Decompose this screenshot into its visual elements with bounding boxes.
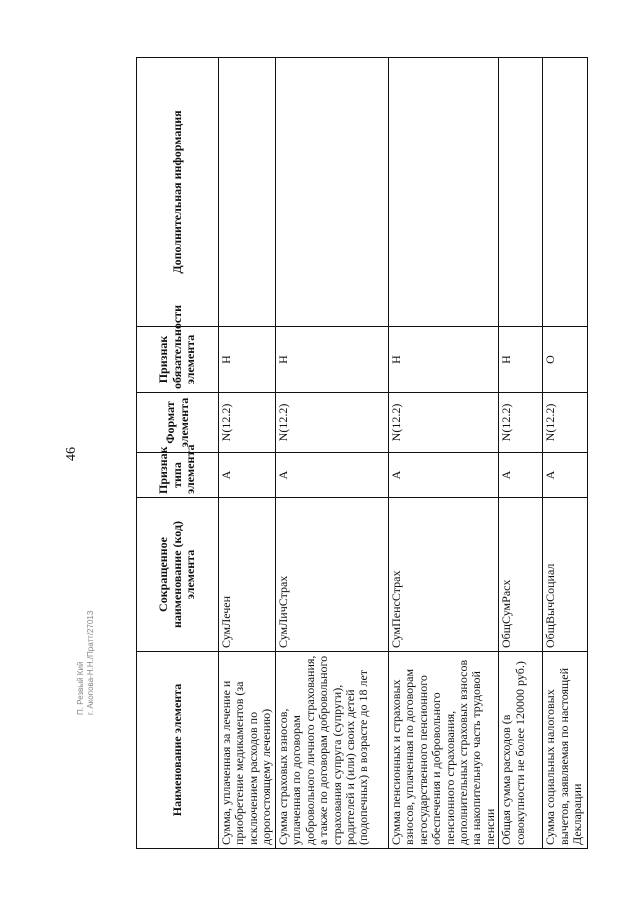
cell-short-name: ОбщСумРасх — [499, 498, 543, 652]
header-element-format: Формат элемента — [137, 393, 219, 453]
cell-element-type: А — [543, 453, 588, 498]
cell-element-type: А — [275, 453, 388, 498]
header-required-flag: Признак обязательности элемента — [137, 327, 219, 393]
cell-additional-info — [543, 58, 588, 327]
cell-element-format: N(12.2) — [275, 393, 388, 453]
table-row — [275, 58, 388, 849]
header-element-name: Наименование элемента — [137, 652, 219, 849]
cell-element-name: Сумма социальных налоговых вычетов, заявляемая по настоящей Декларации — [543, 652, 588, 849]
footer-line-1: П. Резвый Кий — [76, 661, 85, 715]
cell-element-type: А — [388, 453, 499, 498]
cell-additional-info — [388, 58, 499, 327]
table-row — [219, 58, 276, 849]
cell-short-name: ОбщВычСоциал — [543, 498, 588, 652]
table-row — [499, 58, 543, 849]
footer-line-2: г. Акопова-Н.Н./Пратт/27013 — [86, 610, 95, 715]
header-element-type: Признак типа элемента — [137, 453, 219, 498]
cell-required-flag: Н — [388, 327, 499, 393]
cell-element-name: Сумма страховых взносов, уплаченная по договорам добровольного личного страхования, а также по договорам добровольного страхования супруга (супруги), родителей и (или) своих детей (подопечных) в возрасте до 18 лет — [275, 652, 388, 849]
page-number: 46 — [64, 447, 79, 461]
cell-short-name: СумЛечен — [219, 498, 276, 652]
table-row — [543, 58, 588, 849]
cell-additional-info — [219, 58, 276, 327]
cell-short-name: СумЛичСтрах — [275, 498, 388, 652]
cell-element-type: А — [499, 453, 543, 498]
cell-element-format: N(12.2) — [499, 393, 543, 453]
header-short-name: Сокращенное наименование (код) элемента — [137, 498, 219, 652]
cell-required-flag: Н — [275, 327, 388, 393]
cell-element-format: N(12.2) — [388, 393, 499, 453]
cell-element-format: N(12.2) — [219, 393, 276, 453]
cell-required-flag: Н — [499, 327, 543, 393]
cell-element-type: А — [219, 453, 276, 498]
footer-stamp — [76, 570, 96, 715]
cell-required-flag: О — [543, 327, 588, 393]
table-header-row — [137, 58, 219, 849]
elements-table — [136, 57, 588, 849]
table-container — [136, 58, 585, 849]
cell-element-name: Общая сумма расходов (в совокупности не более 120000 руб.) — [499, 652, 543, 849]
cell-element-format: N(12.2) — [543, 393, 588, 453]
cell-element-name: Сумма пенсионных и страховых взносов, уплаченная по договорам негосударственного пенсионного обеспечения и добровольного пенсионного страхования, дополнительных страховых взносов на накопительную часть трудовой пенсии — [388, 652, 499, 849]
cell-additional-info — [499, 58, 543, 327]
header-additional-info: Дополнительная информация — [137, 58, 219, 327]
cell-short-name: СумПенсСтрах — [388, 498, 499, 652]
cell-element-name: Сумма, уплаченная за лечение и приобретение медикаментов (за исключением расходов по дорогостоящему лечению) — [219, 652, 276, 849]
cell-additional-info — [275, 58, 388, 327]
cell-required-flag: Н — [219, 327, 276, 393]
table-row — [388, 58, 499, 849]
